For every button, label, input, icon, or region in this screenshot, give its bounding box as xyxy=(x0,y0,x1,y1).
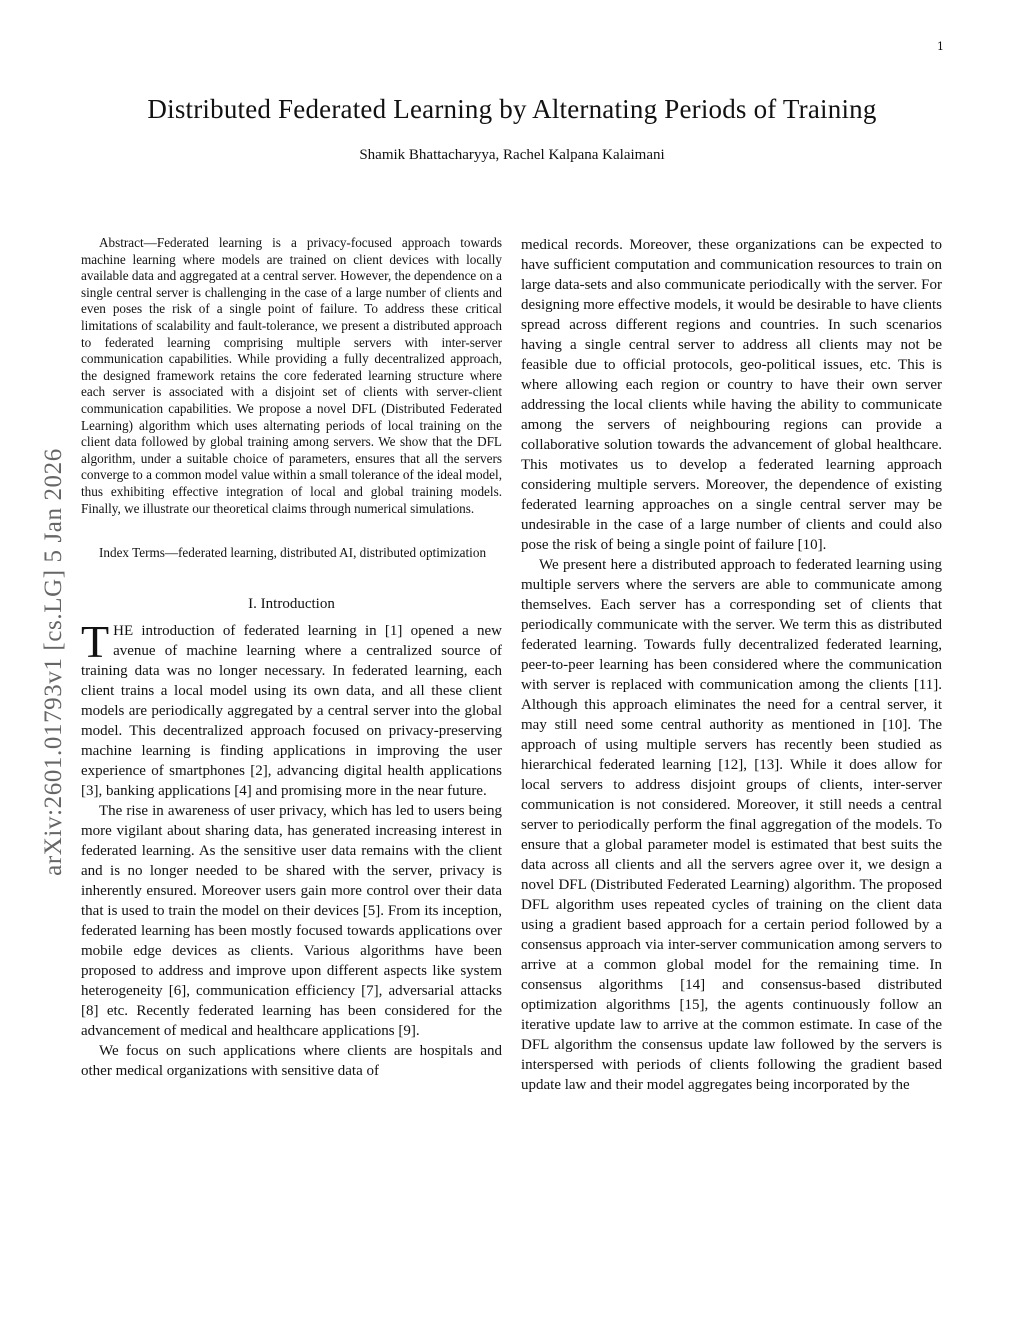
intro-paragraph-4: We present here a distributed approach to federated learning using multiple servers where the servers are able to communicate among themselves. Each server has a corresponding set of clients that periodically communicate with the server. We term this as distributed federated learning. Towards fully decentralized federated learning, peer-to-peer learning has been considered where the communication with server is replaced with communication among the clients [11]. Although this approach eliminates the need for a central server, it may still need some central authority as mentioned in [10]. The approach of using multiple servers has recently been studied as hierarchical federated learning [12], [13]. While it does allow for local servers to address disjoint groups of clients, inter-server communication is not considered. Moreover, it still needs a central server to periodically perform the final aggregation of the models. To ensure that a global parameter model is estimated that best suits the data across all clients and all the servers agree over it, we design a novel DFL (Distributed Federated Learning) algorithm. The proposed DFL algorithm uses repeated cycles of training on the client data using a gradient based approach for a certain period followed by a consensus approach via inter-server communication among servers to arrive at a common global model for the remaining time. In consensus algorithms [14] and consensus-based distributed optimization algorithms [15], the agents continuously follow an iterative update law to arrive at the common estimate. In case of the DFL algorithm the consensus update law followed by the servers is interspersed with periods of clients following the gradient based update law and their model aggregates being incorporated by the xyxy=(521,557,942,1093)
left-column xyxy=(81,235,502,1081)
intro-paragraph-1 xyxy=(81,615,502,801)
intro-paragraph-1-text: introduction of federated learning in [1] opened a new avenue of machine learning where a centralized source of training data was no longer necessary. In federated learning, each client trains a local model using its own data, and all these client models are periodically aggregated by a central server into the global model. This decentralized approach focused on privacy-preserving machine learning is finding applications in improving the user experience of smartphones [2], advancing digital health applications [3], banking applications [4] and promising more in the near future. xyxy=(81,622,502,799)
intro-paragraph-3-start: We focus on such applications where clients are hospitals and other medical organizations with sensitive data of xyxy=(81,1042,502,1079)
arxiv-identifier: arXiv:2601.01793v1 [cs.LG] 5 Jan 2026 xyxy=(40,448,67,876)
drop-cap: T xyxy=(81,615,110,667)
right-column xyxy=(521,235,942,1095)
paper-title: Distributed Federated Learning by Alternating Periods of Training xyxy=(147,94,877,124)
abstract: Abstract—Federated learning is a privacy-focused approach towards machine learning where models are trained on client devices with locally available data and aggregated at a central server. However, the dependence on a single central server is challenging in the case of a large number of clients and even poses the risk of a single point of failure. To address these critical limitations of scalability and fault-tolerance, we present a distributed approach to federated learning comprising multiple servers with inter-server communication capabilities. While providing a fully decentralized approach, the designed framework retains the core federated learning structure where each server is associated with a disjoint set of clients with server-client communication capabilities. We propose a novel DFL (Distributed Federated Learning) algorithm which uses alternating periods of local training on the client data followed by global training among servers. We show that the DFL algorithm, under a suitable choice of parameters, ensures that all the servers converge to a common model value within a small tolerance of the ideal model, thus exhibiting effective integration of local and global training models. Finally, we illustrate our theoretical claims through numerical simulations. xyxy=(81,235,502,516)
section-heading-introduction: I. Introduction xyxy=(248,595,335,612)
intro-paragraph-3-continued: medical records. Moreover, these organizations can be expected to have sufficient computation and communication resources to train on large data-sets and also communicate periodically with the server. For designing more effective models, it would be desirable to have clients spread across different regions and countries. In such scenarios having a single central server to address all clients may not be feasible due to official protocols, geo-political issues, etc. This is where allowing each region or country to have their own server addressing the local clients while having the ability to communicate among the servers of neighbouring regions can provide a collaborative solution towards the advancement of global healthcare. This motivates us to develop a federated learning approach considering multiple servers. Moreover, the dependence of existing federated learning approaches on a single central server may be undesirable in the case of a large number of clients and could also pose the risk of being a single point of failure [10]. xyxy=(521,237,942,553)
lead-small-caps: HE xyxy=(113,622,134,639)
intro-paragraph-2: The rise in awareness of user privacy, which has led to users being more vigilant about sharing data, has generated increasing interest in federated learning. As the sensitive user data remains with the client and is no longer needed to be shared with the server, privacy is inherently ensured. Moreover users gain more control over their data that is used to train the model on their devices [5]. From its inception, federated learning has been mostly focused towards applications over mobile edge devices as clients. Various algorithms have been proposed to address and improve upon different aspects like system heterogeneity [6], communication efficiency [7], adversarial attacks [8] etc. Recently federated learning has been considered for the advancement of medical and healthcare applications [9]. xyxy=(81,802,502,1039)
paper-authors: Shamik Bhattacharyya, Rachel Kalpana Kalaimani xyxy=(359,147,665,163)
page-number: 1 xyxy=(937,40,944,53)
index-terms: Index Terms—federated learning, distributed AI, distributed optimization xyxy=(99,545,487,561)
